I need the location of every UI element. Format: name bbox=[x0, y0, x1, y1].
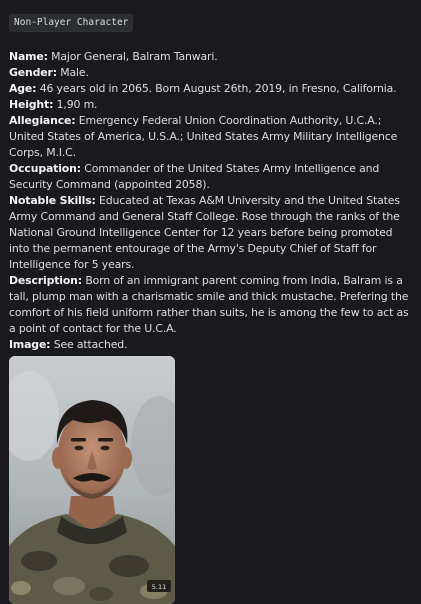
field-label: Height: bbox=[9, 98, 54, 111]
field-value: Educated at Texas A&M University and the United States Army Command and General Staff College. Rose through the ranks of the National Ground Intelligence Center for 12 years before being promoted into the permanent entourage of the Army's Deputy Chief of Staff for Intelligence for 5 years. bbox=[9, 194, 400, 271]
field-value: Male. bbox=[60, 66, 89, 79]
field-description bbox=[9, 273, 412, 337]
field-occupation bbox=[9, 161, 412, 193]
field-value: Emergency Federal Union Coordination Authority, U.C.A.; United States of America, U.S.A.; United States Army Military Intelligence Corps, M.I.C. bbox=[9, 114, 398, 159]
field-label: Image: bbox=[9, 338, 51, 351]
field-label: Age: bbox=[9, 82, 37, 95]
field-age bbox=[9, 81, 412, 97]
field-label: Gender: bbox=[9, 66, 57, 79]
field-label: Name: bbox=[9, 50, 48, 63]
field-value: Born of an immigrant parent coming from India, Balram is a tall, plump man with a charismatic smile and thick mustache. Prefering the comfort of his field uniform rather than suits, he is among the few to act as a point of contact for the U.C.A. bbox=[9, 274, 409, 335]
field-name bbox=[9, 49, 412, 65]
field-label: Occupation: bbox=[9, 162, 81, 175]
portrait-photo bbox=[9, 356, 175, 604]
field-allegiance bbox=[9, 113, 412, 161]
image-attachment[interactable] bbox=[9, 356, 175, 604]
npc-fields bbox=[9, 49, 412, 353]
field-height bbox=[9, 97, 412, 113]
patch-text: 5.11 bbox=[151, 583, 167, 591]
field-value: See attached. bbox=[53, 338, 128, 351]
field-notable-skills bbox=[9, 193, 412, 273]
field-value: 46 years old in 2065. Born August 26th, 2019, in Fresno, California. bbox=[39, 82, 397, 95]
field-value: 1,90 m. bbox=[56, 98, 98, 111]
field-label: Notable Skills: bbox=[9, 194, 96, 207]
field-value: Major General, Balram Tanwari. bbox=[51, 50, 218, 63]
field-gender bbox=[9, 65, 412, 81]
npc-code-label: Non-Player Character bbox=[9, 14, 133, 32]
field-value: Commander of the United States Army Intelligence and Security Command (appointed 2058). bbox=[9, 162, 380, 191]
field-label: Allegiance: bbox=[9, 114, 76, 127]
field-image bbox=[9, 337, 412, 353]
field-label: Description: bbox=[9, 274, 82, 287]
